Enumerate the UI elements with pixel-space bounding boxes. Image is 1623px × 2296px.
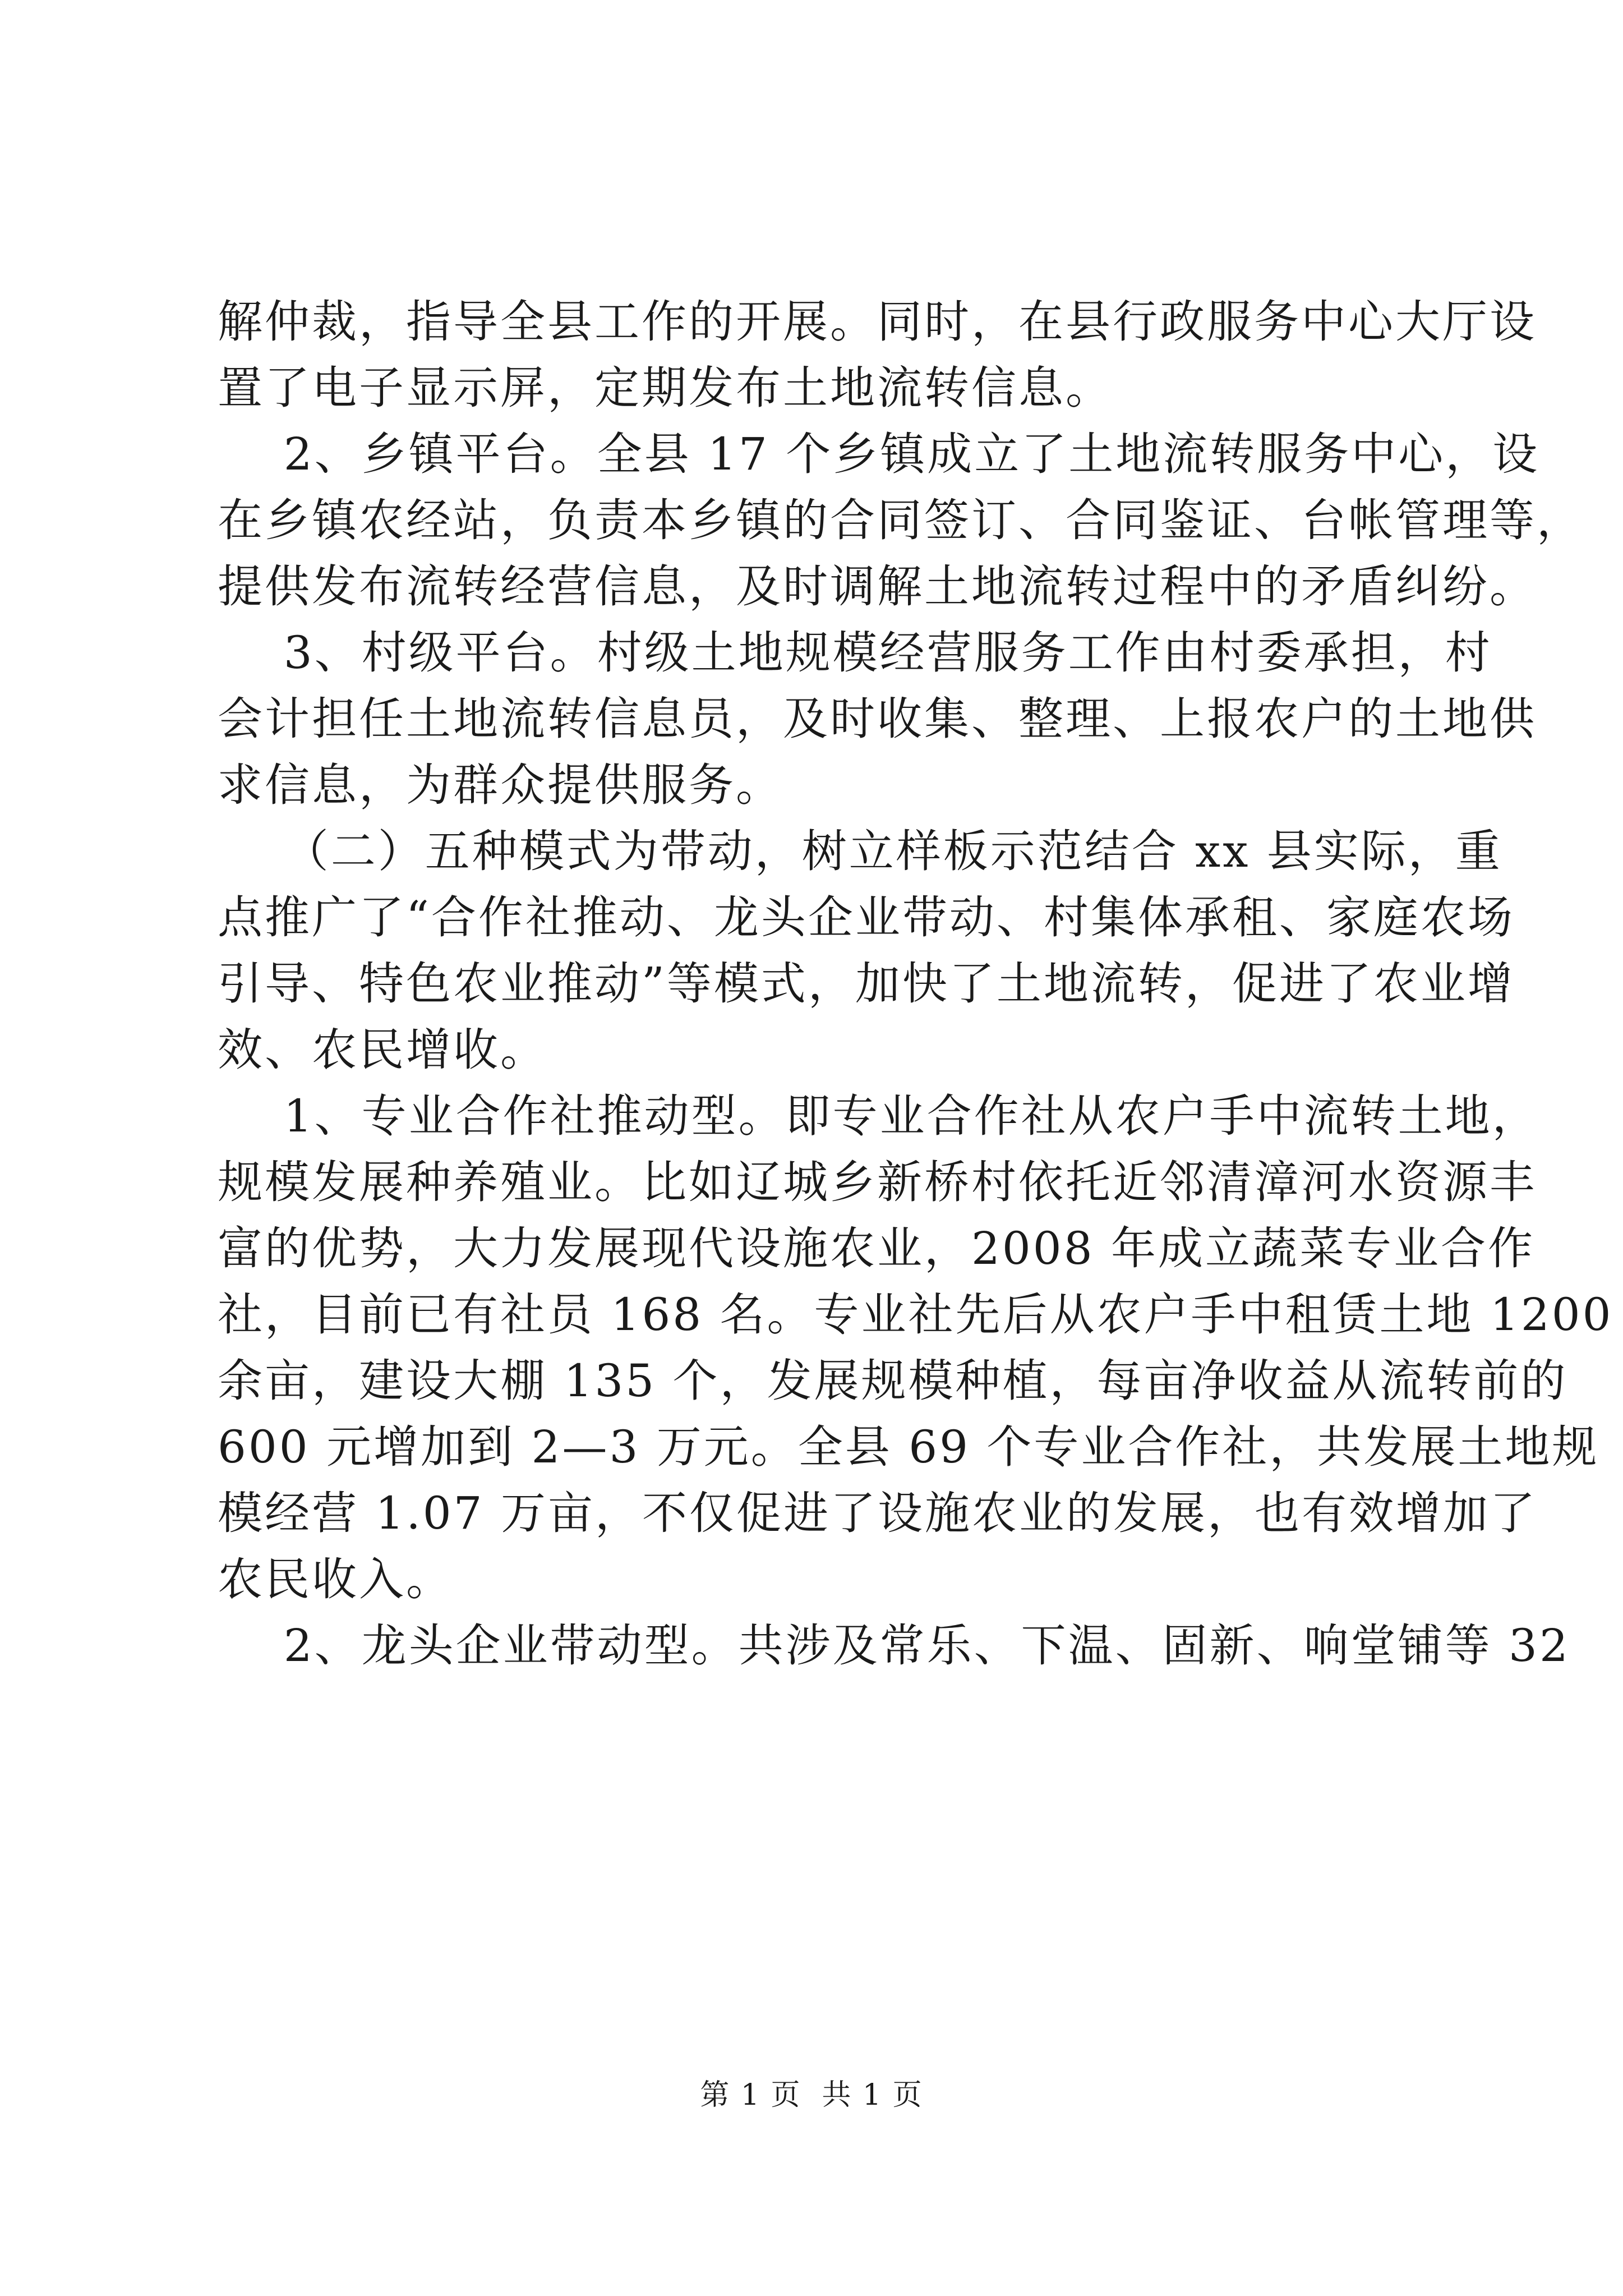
- text-line: 引导、特色农业推动”等模式，加快了土地流转，促进了农业增: [218, 958, 1515, 1010]
- text-line: 在乡镇农经站，负责本乡镇的合同签订、合同鉴证、台帐管理等，: [218, 494, 1584, 546]
- text-line: 会计担任土地流转信息员，及时收集、整理、上报农户的土地供: [218, 693, 1537, 745]
- text-line: 农民收入。: [218, 1553, 453, 1605]
- text-line: 600 元增加到 2—3 万元。全县 69 个专业合作社，共发展土地规: [218, 1421, 1599, 1473]
- text-line: 求信息，为群众提供服务。: [218, 759, 783, 811]
- text-line: 解仲裁，指导全县工作的开展。同时，在县行政服务中心大厅设: [218, 296, 1537, 348]
- text-line: 富的优势，大力发展现代设施农业，2008 年成立蔬菜专业合作: [218, 1222, 1536, 1274]
- text-line: 余亩，建设大棚 135 个，发展规模种植，每亩净收益从流转前的: [218, 1355, 1568, 1407]
- page-footer: 第 1 页 共 1 页: [700, 2078, 923, 2112]
- text-line: （二）五种模式为带动，树立样板示范结合 xx 县实际，重: [218, 825, 1502, 877]
- text-line: 点推广了“合作社推动、龙头企业带动、村集体承租、家庭农场: [218, 891, 1515, 944]
- text-line: 社，目前已有社员 168 名。专业社先后从农户手中租赁土地 1200: [218, 1289, 1613, 1341]
- text-line: 2、龙头企业带动型。共涉及常乐、下温、固新、响堂铺等 32: [218, 1619, 1570, 1672]
- text-line: 3、村级平台。村级土地规模经营服务工作由村委承担，村: [218, 627, 1492, 679]
- text-line: 1、专业合作社推动型。即专业合作社从农户手中流转土地，: [218, 1090, 1539, 1142]
- text-line: 提供发布流转经营信息，及时调解土地流转过程中的矛盾纠纷。: [218, 560, 1537, 613]
- text-line: 置了电子显示屏，定期发布土地流转信息。: [218, 362, 1113, 414]
- text-line: 2、乡镇平台。全县 17 个乡镇成立了土地流转服务中心，设: [218, 428, 1540, 480]
- text-line: 模经营 1.07 万亩，不仅促进了设施农业的发展，也有效增加了: [218, 1487, 1537, 1539]
- text-line: 规模发展种养殖业。比如辽城乡新桥村依托近邻清漳河水资源丰: [218, 1156, 1537, 1208]
- text-line: 效、农民增收。: [218, 1024, 547, 1076]
- body-text: [218, 289, 1613, 1679]
